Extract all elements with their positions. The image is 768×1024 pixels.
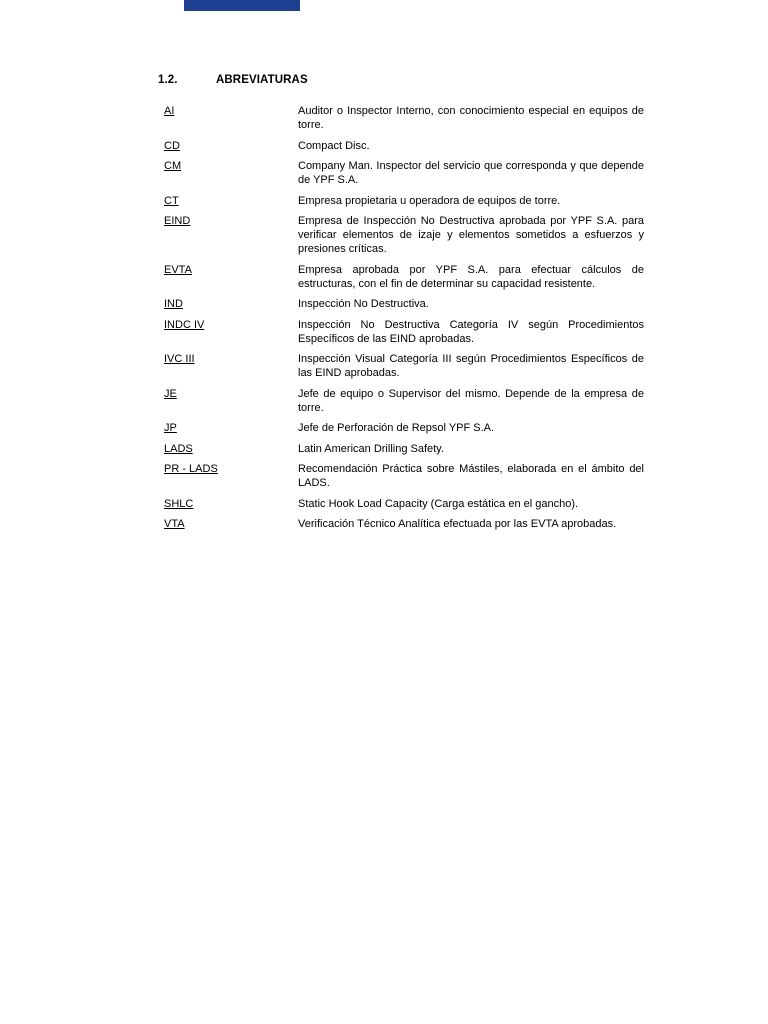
abbreviation-term: INDC IV — [164, 318, 205, 331]
abbreviation-row — [164, 159, 644, 187]
abbreviation-term: IND — [164, 298, 183, 310]
abbreviation-term: EIND — [164, 215, 191, 227]
abbreviation-term: JE — [164, 387, 177, 400]
abbreviation-row — [164, 214, 644, 256]
abbreviation-row — [164, 352, 644, 380]
abbreviation-row — [164, 387, 644, 415]
abbreviation-list — [164, 104, 644, 538]
abbreviation-term: SHLC — [164, 497, 194, 510]
abbreviation-row — [164, 462, 644, 490]
abbreviation-definition: Recomendación Práctica sobre Mástiles, elaborada en el ámbito del LADS. — [298, 463, 644, 489]
abbreviation-definition: Inspección Visual Categoría III según Procedimientos Específicos de las EIND aprobadas. — [298, 353, 644, 379]
abbreviation-row — [164, 517, 644, 531]
abbreviation-definition: Static Hook Load Capacity (Carga estática en el gancho). — [298, 497, 579, 510]
abbreviation-definition: Inspección No Destructiva Categoría IV según Procedimientos Específicos de las EIND aprobadas. — [298, 318, 644, 345]
abbreviation-term: EVTA — [164, 263, 192, 276]
abbreviation-term: JP — [164, 422, 177, 434]
abbreviation-row — [164, 104, 644, 132]
abbreviation-definition: Jefe de Perforación de Repsol YPF S.A. — [298, 422, 495, 434]
abbreviation-term: CT — [164, 194, 179, 207]
abbreviation-row — [164, 194, 644, 208]
abbreviation-definition: Empresa propietaria u operadora de equipos de torre. — [298, 194, 561, 207]
abbreviation-definition: Verificación Técnico Analítica efectuada por las EVTA aprobadas. — [298, 518, 617, 530]
abbreviation-definition: Company Man. Inspector del servicio que corresponda y que depende de YPF S.A. — [298, 160, 644, 186]
abbreviation-row — [164, 318, 644, 346]
abbreviation-row — [164, 497, 644, 511]
abbreviation-row — [164, 139, 644, 153]
abbreviation-term: AI — [164, 105, 175, 117]
abbreviation-term: VTA — [164, 518, 185, 530]
abbreviation-row — [164, 421, 644, 435]
abbreviation-row — [164, 297, 644, 311]
abbreviation-term: CD — [164, 139, 180, 152]
section-heading — [158, 74, 308, 86]
abbreviation-definition: Compact Disc. — [298, 139, 370, 152]
abbreviation-definition: Auditor o Inspector Interno, con conocimiento especial en equipos de torre. — [298, 105, 644, 131]
abbreviation-definition: Jefe de equipo o Supervisor del mismo. Depende de la empresa de torre. — [298, 387, 644, 414]
section-title: ABREVIATURAS — [216, 74, 308, 86]
abbreviation-term: CM — [164, 160, 182, 172]
abbreviation-definition: Latin American Drilling Safety. — [298, 442, 444, 455]
abbreviation-row — [164, 442, 644, 456]
abbreviation-term: LADS — [164, 442, 193, 455]
abbreviation-row — [164, 263, 644, 291]
section-number: 1.2. — [158, 74, 178, 86]
abbreviation-definition: Empresa de Inspección No Destructiva aprobada por YPF S.A. para verificar elementos de izaje y elementos sometidos a esfuerzos y presiones críticas. — [298, 215, 644, 255]
header-color-bar — [184, 0, 300, 11]
abbreviation-definition: Empresa aprobada por YPF S.A. para efectuar cálculos de estructuras, con el fin de determinar su capacidad resistente. — [298, 263, 644, 290]
abbreviation-term: IVC III — [164, 353, 195, 365]
abbreviation-definition: Inspección No Destructiva. — [298, 298, 429, 310]
abbreviation-term: PR - LADS — [164, 463, 218, 475]
